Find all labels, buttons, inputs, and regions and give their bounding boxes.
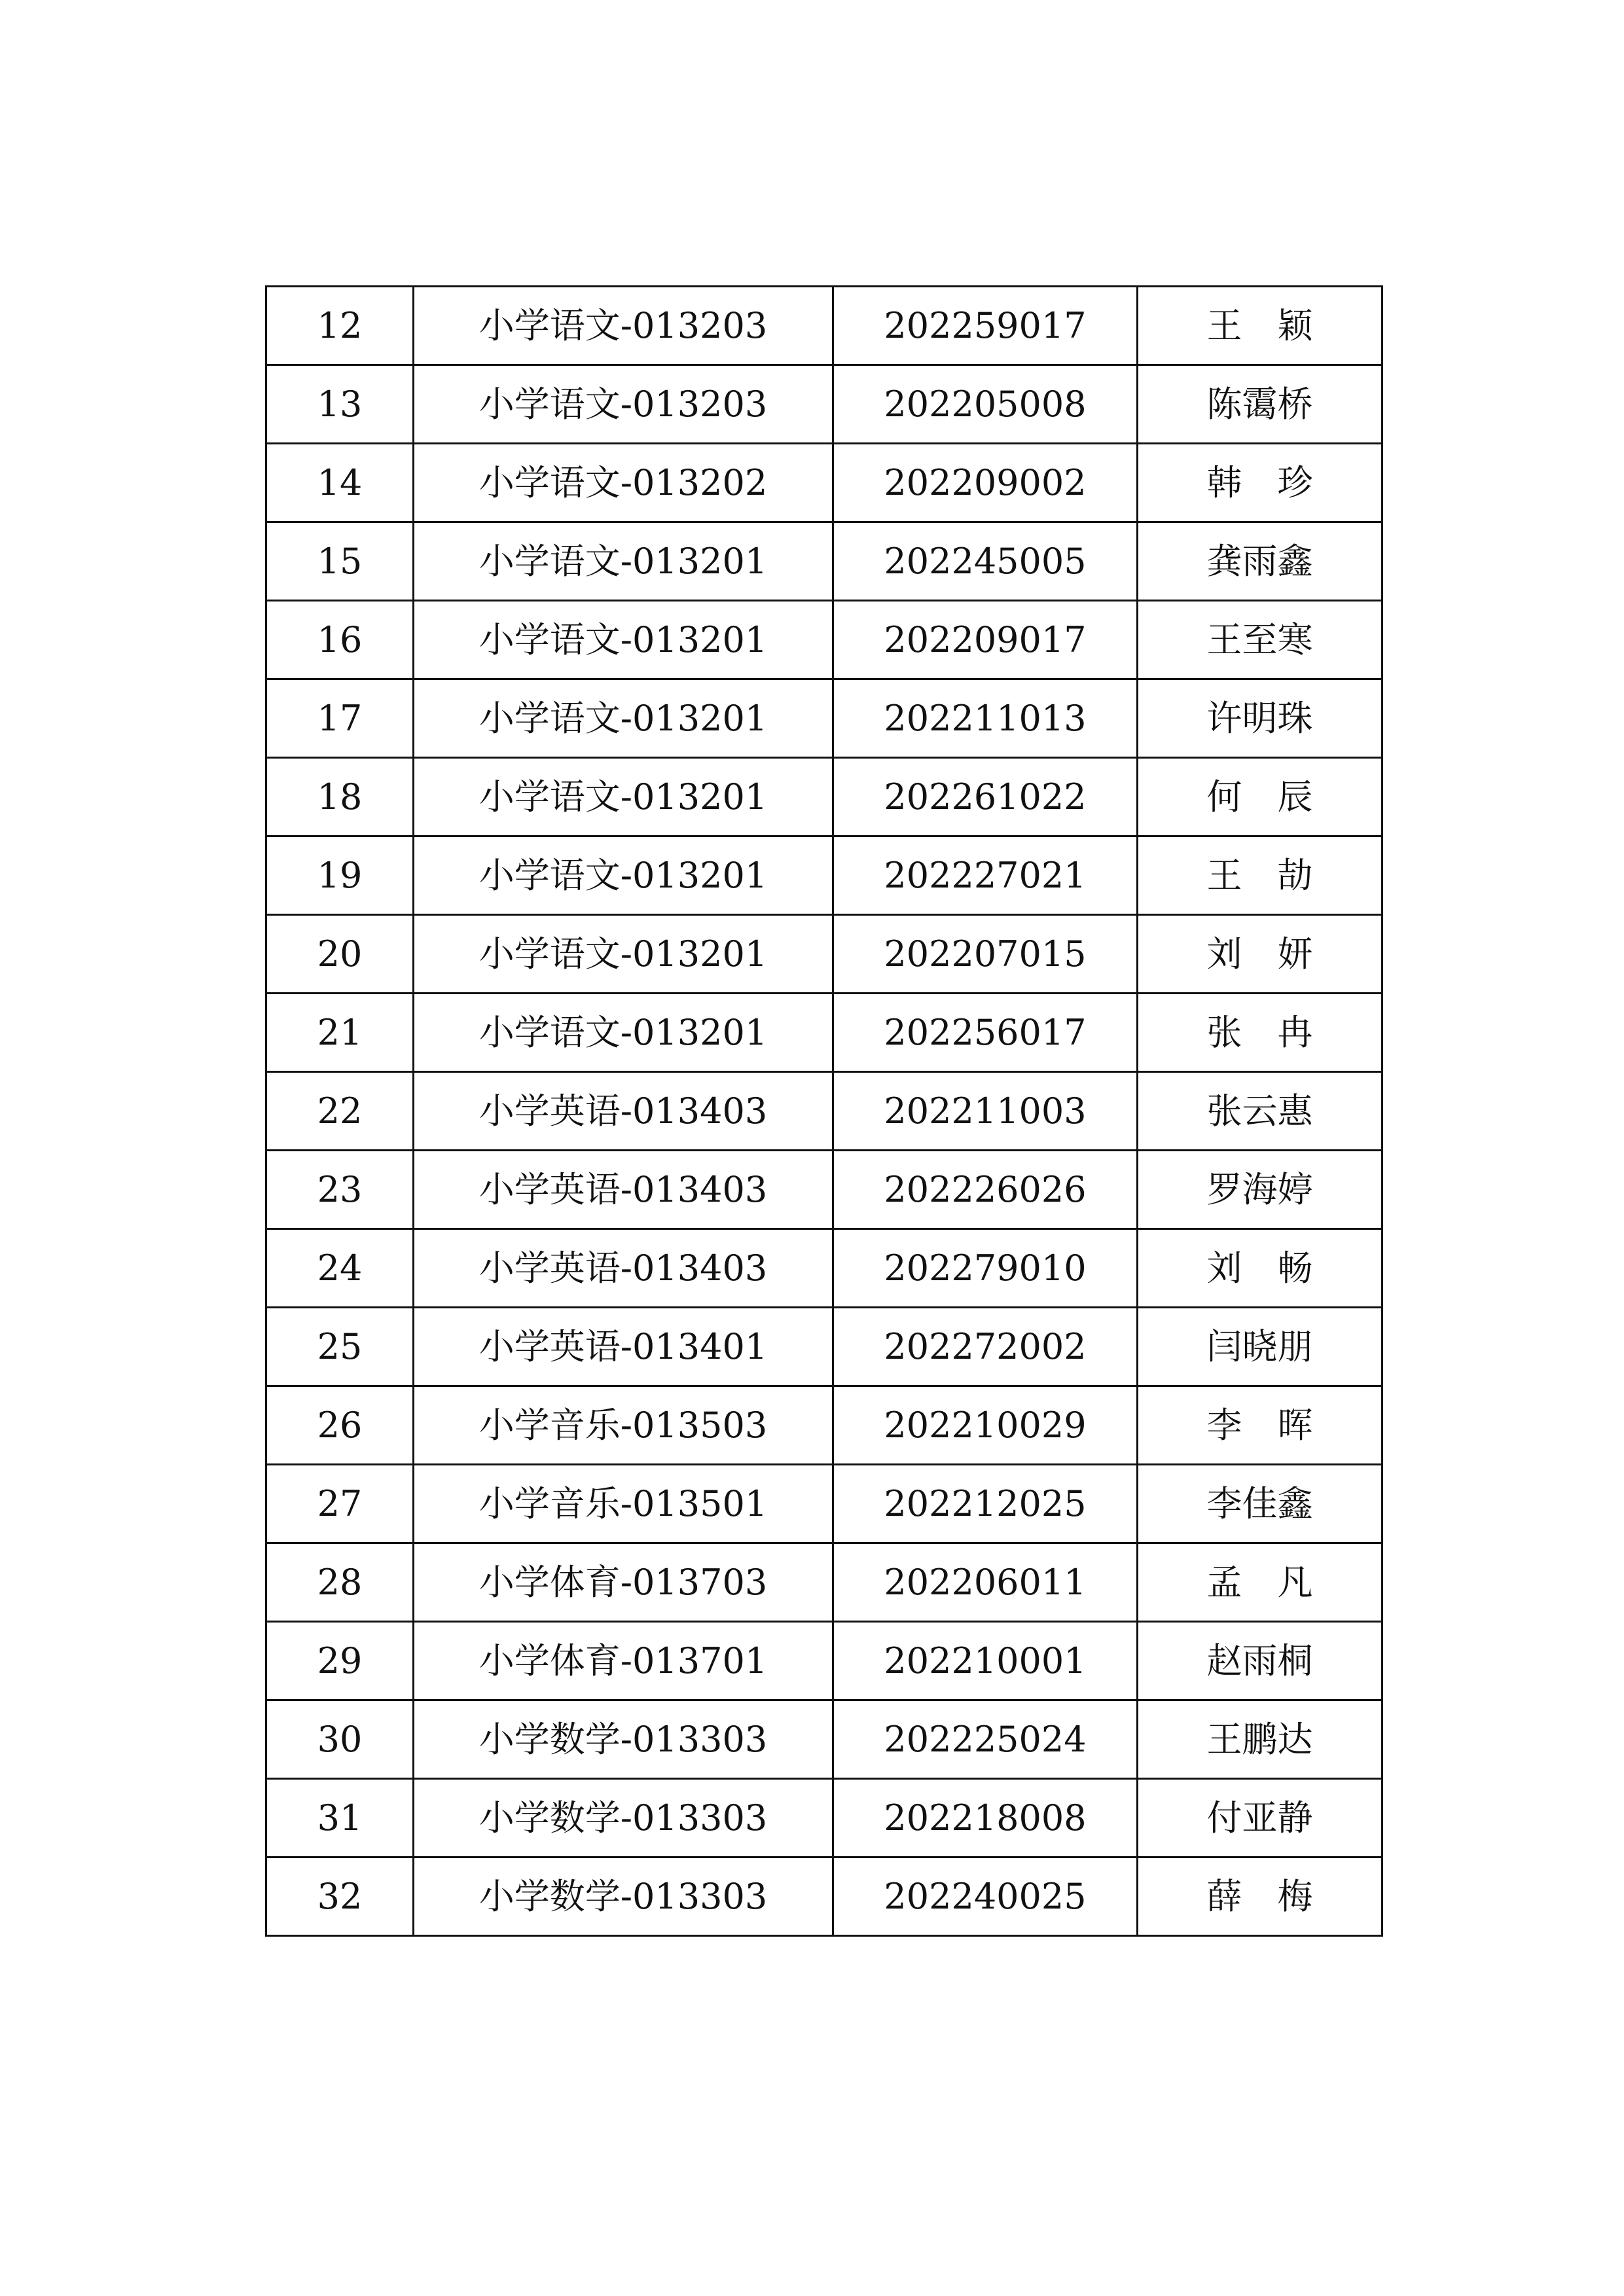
table-row bbox=[266, 1229, 1382, 1308]
roster-table bbox=[265, 285, 1383, 1937]
position-code: 小学语文-013203 bbox=[414, 365, 833, 444]
position-code: 小学语文-013201 bbox=[414, 758, 833, 836]
row-number: 28 bbox=[266, 1543, 414, 1622]
table-row bbox=[266, 1308, 1382, 1386]
ticket-number: 202209002 bbox=[833, 444, 1138, 522]
table-row bbox=[266, 444, 1382, 522]
table-row bbox=[266, 1151, 1382, 1229]
row-number: 13 bbox=[266, 365, 414, 444]
position-code: 小学语文-013201 bbox=[414, 522, 833, 601]
row-number: 15 bbox=[266, 522, 414, 601]
candidate-name: 李 晖 bbox=[1138, 1386, 1382, 1465]
candidate-name: 何 辰 bbox=[1138, 758, 1382, 836]
ticket-number: 202226026 bbox=[833, 1151, 1138, 1229]
table-row bbox=[266, 1857, 1382, 1936]
row-number: 16 bbox=[266, 601, 414, 679]
ticket-number: 202210029 bbox=[833, 1386, 1138, 1465]
table-row bbox=[266, 1543, 1382, 1622]
position-code: 小学英语-013403 bbox=[414, 1229, 833, 1308]
row-number: 12 bbox=[266, 287, 414, 365]
candidate-name: 付亚静 bbox=[1138, 1779, 1382, 1857]
candidate-name: 王鹏达 bbox=[1138, 1700, 1382, 1779]
candidate-name: 闫晓朋 bbox=[1138, 1308, 1382, 1386]
candidate-name: 王 颖 bbox=[1138, 287, 1382, 365]
position-code: 小学语文-013201 bbox=[414, 679, 833, 758]
candidate-name: 刘 妍 bbox=[1138, 915, 1382, 994]
row-number: 21 bbox=[266, 994, 414, 1072]
table-row bbox=[266, 1779, 1382, 1857]
position-code: 小学数学-013303 bbox=[414, 1700, 833, 1779]
row-number: 14 bbox=[266, 444, 414, 522]
row-number: 24 bbox=[266, 1229, 414, 1308]
position-code: 小学数学-013303 bbox=[414, 1857, 833, 1936]
table-row bbox=[266, 522, 1382, 601]
candidate-name: 张 冉 bbox=[1138, 994, 1382, 1072]
position-code: 小学体育-013703 bbox=[414, 1543, 833, 1622]
table-row bbox=[266, 601, 1382, 679]
position-code: 小学英语-013403 bbox=[414, 1151, 833, 1229]
ticket-number: 202218008 bbox=[833, 1779, 1138, 1857]
candidate-name: 许明珠 bbox=[1138, 679, 1382, 758]
ticket-number: 202211003 bbox=[833, 1072, 1138, 1151]
candidate-name: 陈霭桥 bbox=[1138, 365, 1382, 444]
ticket-number: 202261022 bbox=[833, 758, 1138, 836]
ticket-number: 202205008 bbox=[833, 365, 1138, 444]
candidate-name: 罗海婷 bbox=[1138, 1151, 1382, 1229]
row-number: 30 bbox=[266, 1700, 414, 1779]
ticket-number: 202211013 bbox=[833, 679, 1138, 758]
row-number: 26 bbox=[266, 1386, 414, 1465]
position-code: 小学体育-013701 bbox=[414, 1622, 833, 1700]
candidate-name: 张云惠 bbox=[1138, 1072, 1382, 1151]
candidate-name: 孟 凡 bbox=[1138, 1543, 1382, 1622]
row-number: 20 bbox=[266, 915, 414, 994]
candidate-name: 王 劼 bbox=[1138, 836, 1382, 915]
ticket-number: 202272002 bbox=[833, 1308, 1138, 1386]
ticket-number: 202207015 bbox=[833, 915, 1138, 994]
ticket-number: 202256017 bbox=[833, 994, 1138, 1072]
table-row bbox=[266, 836, 1382, 915]
row-number: 32 bbox=[266, 1857, 414, 1936]
row-number: 25 bbox=[266, 1308, 414, 1386]
ticket-number: 202279010 bbox=[833, 1229, 1138, 1308]
ticket-number: 202210001 bbox=[833, 1622, 1138, 1700]
row-number: 29 bbox=[266, 1622, 414, 1700]
position-code: 小学语文-013203 bbox=[414, 287, 833, 365]
table-row bbox=[266, 1072, 1382, 1151]
candidate-name: 龚雨鑫 bbox=[1138, 522, 1382, 601]
row-number: 23 bbox=[266, 1151, 414, 1229]
table-row bbox=[266, 1386, 1382, 1465]
table-row bbox=[266, 365, 1382, 444]
ticket-number: 202259017 bbox=[833, 287, 1138, 365]
candidate-name: 赵雨桐 bbox=[1138, 1622, 1382, 1700]
row-number: 19 bbox=[266, 836, 414, 915]
table-row bbox=[266, 1700, 1382, 1779]
table-row bbox=[266, 679, 1382, 758]
candidate-name: 刘 畅 bbox=[1138, 1229, 1382, 1308]
row-number: 31 bbox=[266, 1779, 414, 1857]
position-code: 小学语文-013201 bbox=[414, 915, 833, 994]
row-number: 17 bbox=[266, 679, 414, 758]
row-number: 22 bbox=[266, 1072, 414, 1151]
ticket-number: 202245005 bbox=[833, 522, 1138, 601]
candidate-name: 王至寒 bbox=[1138, 601, 1382, 679]
candidate-name: 李佳鑫 bbox=[1138, 1465, 1382, 1543]
position-code: 小学语文-013202 bbox=[414, 444, 833, 522]
position-code: 小学英语-013401 bbox=[414, 1308, 833, 1386]
ticket-number: 202225024 bbox=[833, 1700, 1138, 1779]
position-code: 小学语文-013201 bbox=[414, 994, 833, 1072]
row-number: 27 bbox=[266, 1465, 414, 1543]
position-code: 小学音乐-013501 bbox=[414, 1465, 833, 1543]
ticket-number: 202212025 bbox=[833, 1465, 1138, 1543]
ticket-number: 202209017 bbox=[833, 601, 1138, 679]
candidate-name: 韩 珍 bbox=[1138, 444, 1382, 522]
table-row bbox=[266, 1622, 1382, 1700]
ticket-number: 202206011 bbox=[833, 1543, 1138, 1622]
roster-table-body bbox=[266, 287, 1382, 1936]
table-row bbox=[266, 915, 1382, 994]
candidate-name: 薛 梅 bbox=[1138, 1857, 1382, 1936]
position-code: 小学语文-013201 bbox=[414, 836, 833, 915]
table-row bbox=[266, 287, 1382, 365]
row-number: 18 bbox=[266, 758, 414, 836]
position-code: 小学语文-013201 bbox=[414, 601, 833, 679]
position-code: 小学英语-013403 bbox=[414, 1072, 833, 1151]
ticket-number: 202227021 bbox=[833, 836, 1138, 915]
table-row bbox=[266, 758, 1382, 836]
position-code: 小学数学-013303 bbox=[414, 1779, 833, 1857]
ticket-number: 202240025 bbox=[833, 1857, 1138, 1936]
position-code: 小学音乐-013503 bbox=[414, 1386, 833, 1465]
table-row bbox=[266, 1465, 1382, 1543]
table-row bbox=[266, 994, 1382, 1072]
